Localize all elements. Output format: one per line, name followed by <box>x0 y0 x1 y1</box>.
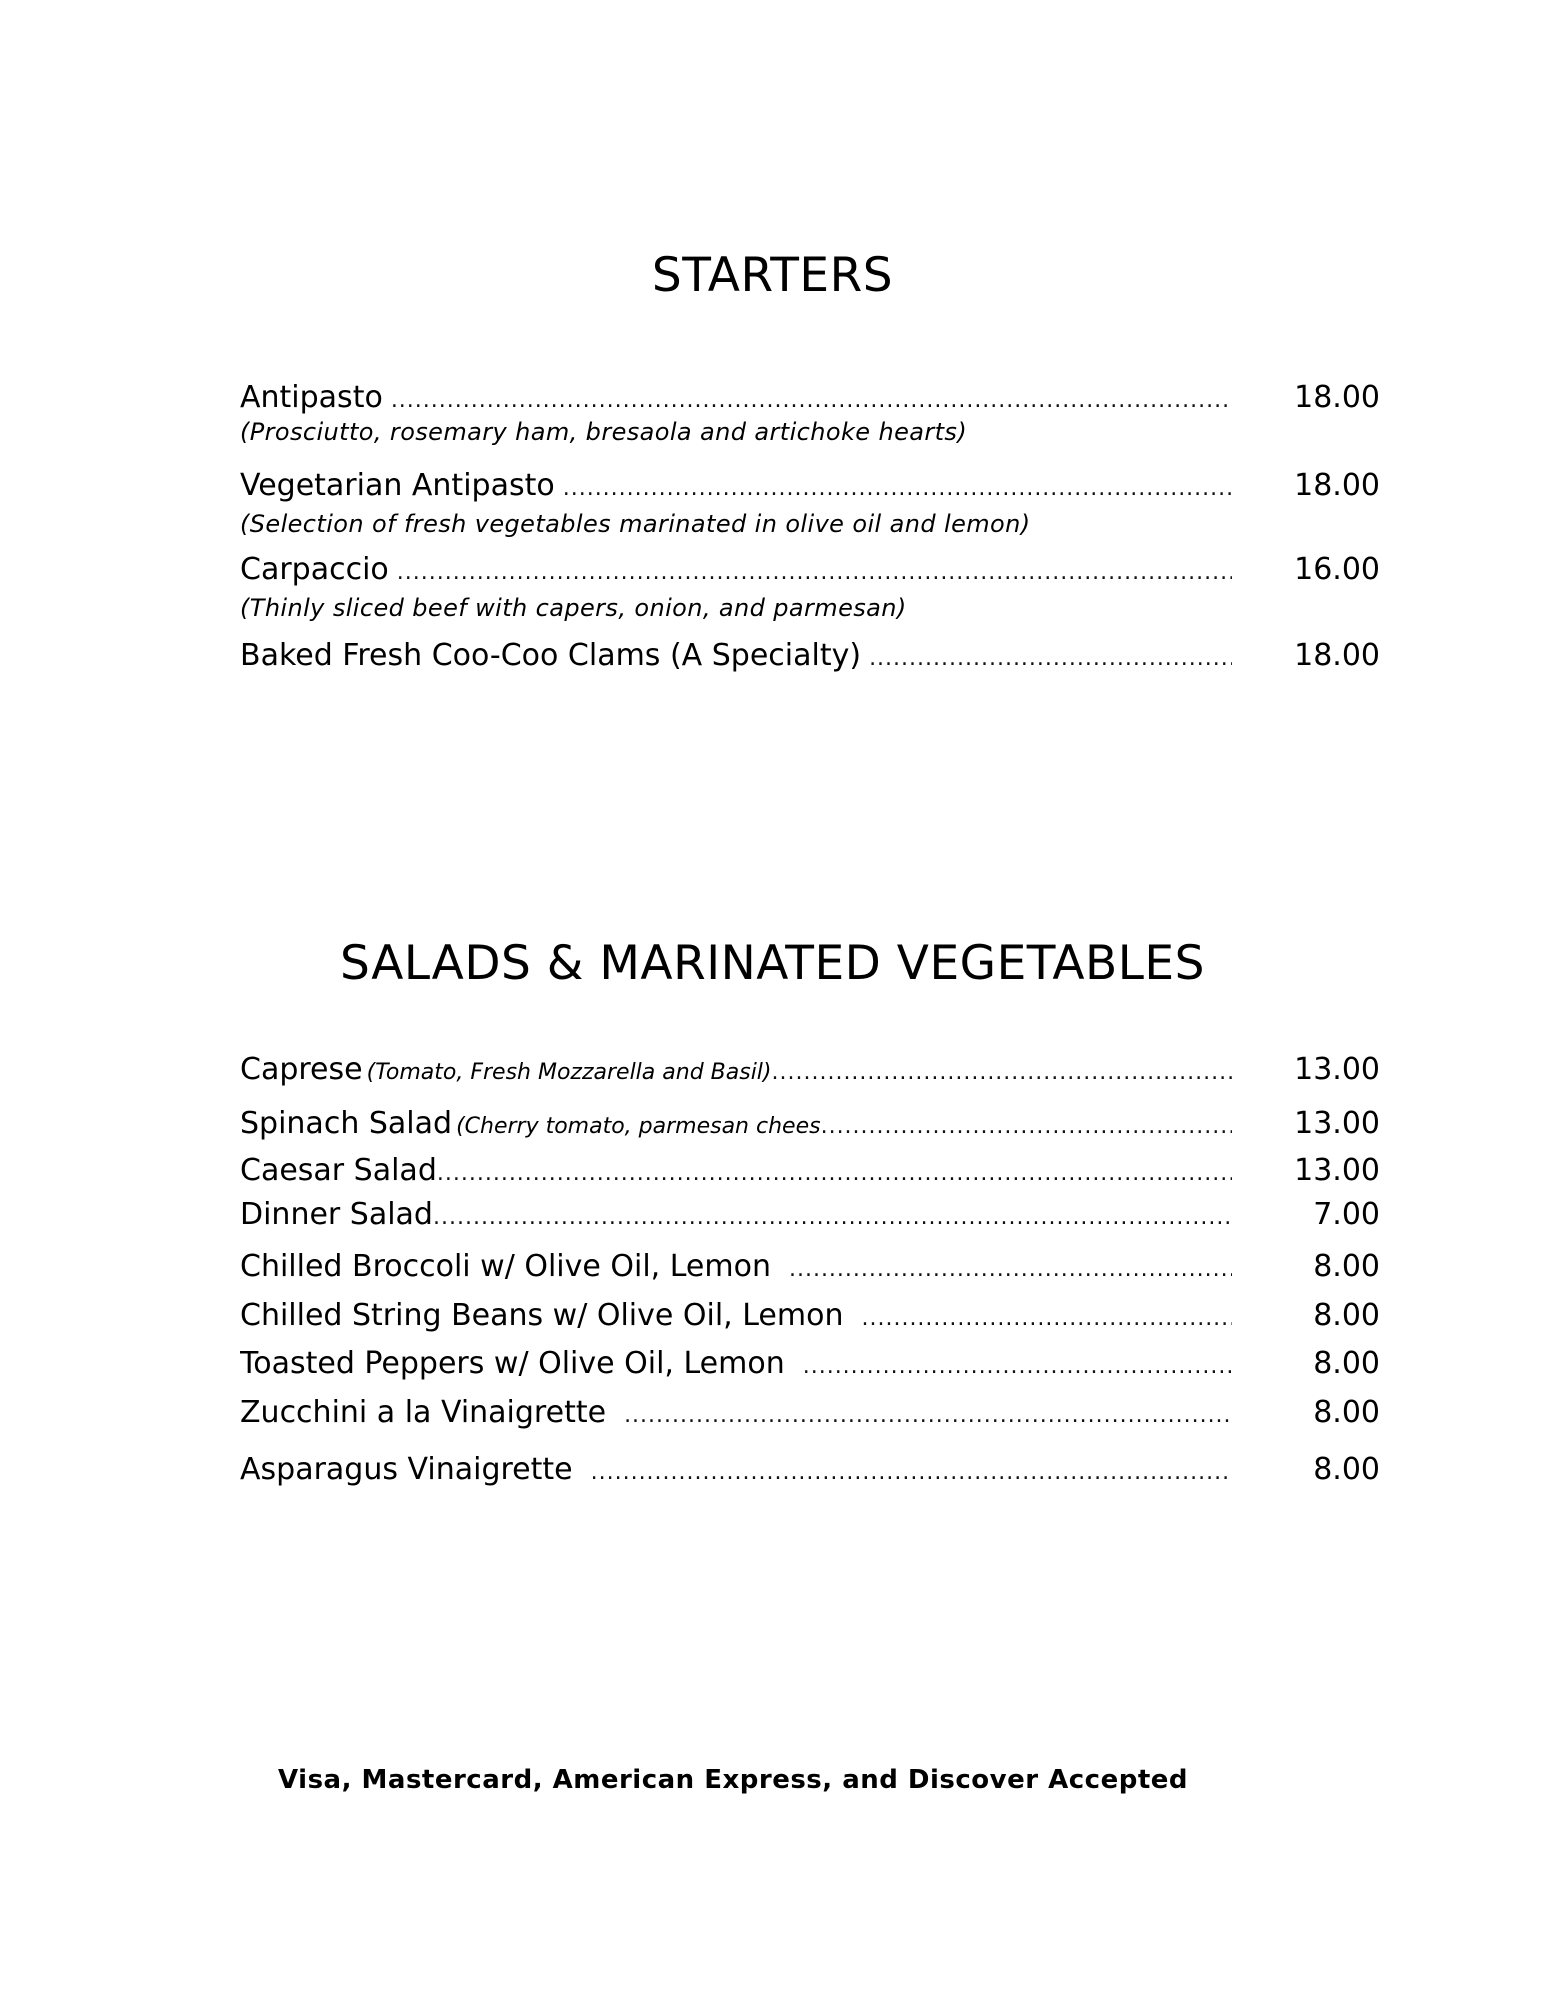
menu-item-price: 8.00 <box>1313 1346 1380 1381</box>
menu-item-price: 8.00 <box>1313 1452 1380 1487</box>
menu-item-name: Caesar Salad <box>240 1153 437 1188</box>
payment-note: Visa, Mastercard, American Express, and Discover Accepted <box>278 1765 1188 1795</box>
menu-item-name: Antipasto <box>240 380 383 415</box>
section-title-starters: STARTERS <box>651 248 894 303</box>
dot-leader <box>789 1257 1232 1282</box>
dot-leader <box>563 476 1232 501</box>
menu-item-name: Caprese <box>240 1052 363 1087</box>
menu-item-name: Toasted Peppers w/ Olive Oil, Lemon <box>240 1346 785 1381</box>
menu-item-price: 7.00 <box>1313 1197 1380 1232</box>
dot-leader <box>803 1354 1232 1379</box>
dot-leader <box>391 388 1232 413</box>
menu-item-name: Chilled Broccoli w/ Olive Oil, Lemon <box>240 1249 771 1284</box>
menu-item-price: 18.00 <box>1294 638 1380 673</box>
menu-item-price: 18.00 <box>1294 380 1380 415</box>
menu-item-name: Carpaccio <box>240 552 389 587</box>
menu-item-antipasto <box>240 380 1380 446</box>
menu-item-spinach-salad <box>240 1106 1380 1146</box>
menu-item-price: 13.00 <box>1294 1153 1380 1188</box>
menu-item-name: Zucchini a la Vinaigrette <box>240 1395 607 1430</box>
dot-leader <box>861 1306 1232 1331</box>
dot-leader <box>433 1205 1232 1230</box>
menu-item-dinner-salad <box>240 1197 1380 1237</box>
dot-leader <box>821 1114 1232 1139</box>
menu-item-note: (Tomato, Fresh Mozzarella and Basil) <box>366 1060 772 1085</box>
dot-leader <box>591 1460 1232 1485</box>
menu-item-description: (Selection of fresh vegetables marinated in olive oil and lemon) <box>240 510 1031 538</box>
menu-item-caesar-salad <box>240 1153 1380 1193</box>
menu-item-zucchini <box>240 1395 1380 1435</box>
menu-item-chilled-string-beans <box>240 1298 1380 1338</box>
menu-item-description: (Prosciutto, rosemary ham, bresaola and artichoke hearts) <box>240 418 968 446</box>
menu-item-toasted-peppers <box>240 1346 1380 1386</box>
menu-item-coo-coo-clams <box>240 638 1380 678</box>
menu-item-price: 13.00 <box>1294 1052 1380 1087</box>
menu-item-name: Baked Fresh Coo-Coo Clams (A Specialty) <box>240 638 862 673</box>
menu-item-chilled-broccoli <box>240 1249 1380 1289</box>
dot-leader <box>869 646 1232 671</box>
menu-item-vegetarian-antipasto <box>240 468 1380 538</box>
dot-leader <box>624 1403 1232 1428</box>
menu-item-price: 8.00 <box>1313 1249 1380 1284</box>
menu-item-price: 16.00 <box>1294 552 1380 587</box>
menu-item-carpaccio <box>240 552 1380 622</box>
dot-leader <box>437 1161 1232 1186</box>
menu-item-price: 8.00 <box>1313 1395 1380 1430</box>
menu-item-name: Chilled String Beans w/ Olive Oil, Lemon <box>240 1298 844 1333</box>
menu-item-caprese <box>240 1052 1380 1092</box>
menu-item-name: Vegetarian Antipasto <box>240 468 555 503</box>
menu-item-price: 13.00 <box>1294 1106 1380 1141</box>
menu-item-asparagus <box>240 1452 1380 1492</box>
menu-item-name: Spinach Salad <box>240 1106 453 1141</box>
menu-item-note: (Cherry tomato, parmesan chees <box>456 1114 821 1139</box>
dot-leader <box>397 560 1232 585</box>
menu-item-name: Dinner Salad <box>240 1197 433 1232</box>
menu-item-name: Asparagus Vinaigrette <box>240 1452 573 1487</box>
menu-item-price: 8.00 <box>1313 1298 1380 1333</box>
menu-item-description: (Thinly sliced beef with capers, onion, and parmesan) <box>240 594 907 622</box>
section-title-salads: SALADS & MARINATED VEGETABLES <box>340 936 1205 991</box>
dot-leader <box>772 1060 1233 1085</box>
menu-item-price: 18.00 <box>1294 468 1380 503</box>
